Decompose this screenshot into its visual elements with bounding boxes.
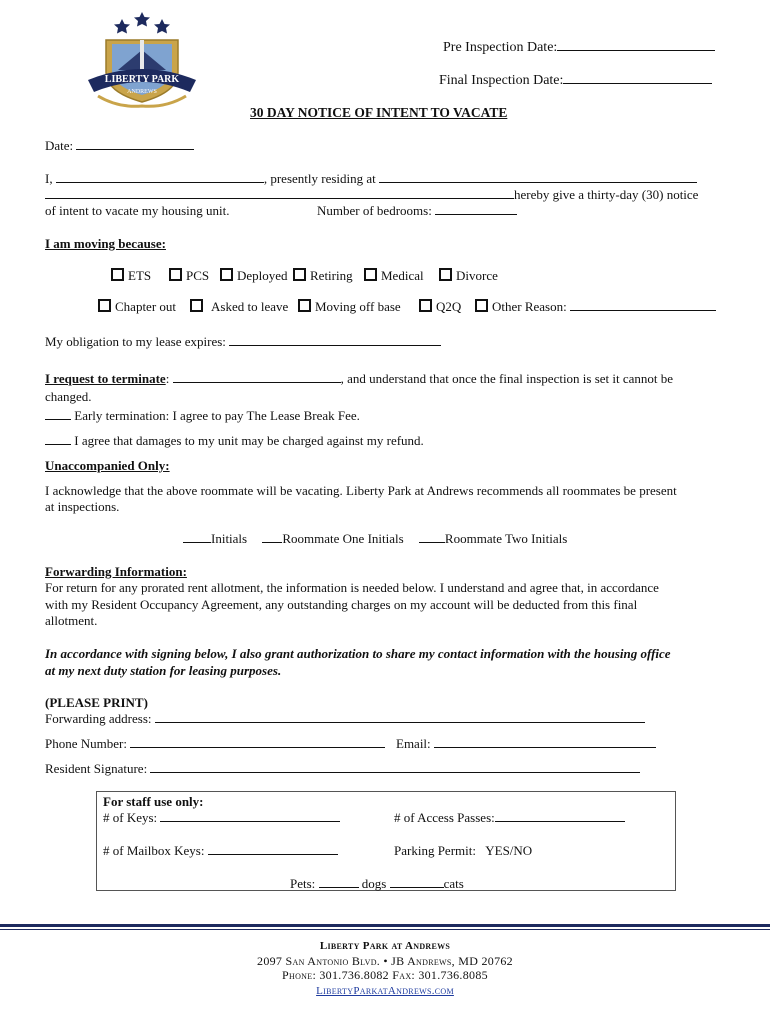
checkbox-divorce[interactable] [439, 268, 452, 281]
date-line[interactable] [76, 138, 194, 150]
early-termination-text: Early termination: I agree to pay The Lease Break Fee. [74, 408, 360, 423]
footer-phone-fax: Phone: 301.736.8082 Fax: 301.736.8085 [282, 968, 488, 982]
parking-permit-value[interactable]: YES/NO [485, 843, 533, 858]
reason-asked-to-leave[interactable] [190, 299, 288, 315]
checkbox-medical[interactable] [364, 268, 377, 281]
terminate-colon: : [165, 371, 170, 386]
checkbox-retiring[interactable] [293, 268, 306, 281]
checkbox-deployed[interactable] [220, 268, 233, 281]
reason-deployed[interactable] [220, 268, 288, 284]
authorization-line2: at my next duty station for leasing purposes. [45, 663, 282, 678]
parking-permit-label: Parking Permit: [394, 843, 476, 858]
reason-divorce[interactable] [439, 268, 498, 284]
access-passes-label: # of Access Passes: [394, 810, 495, 825]
final-inspection-field [439, 72, 712, 89]
reason-q2q[interactable] [419, 299, 461, 315]
dogs-count-line[interactable] [319, 876, 359, 888]
liberty-park-logo [78, 10, 206, 110]
moving-because-heading: I am moving because: [45, 236, 166, 251]
damages-text: I agree that damages to my unit may be charged against my refund. [74, 433, 424, 448]
initials-row [183, 531, 567, 547]
forwarding-line3: allotment. [45, 613, 98, 628]
date-label: Date: [45, 138, 74, 153]
dogs-label: dogs [361, 876, 387, 891]
phone-line[interactable] [130, 736, 385, 748]
lease-expires-label: My obligation to my lease expires: [45, 334, 226, 349]
keys-label: # of Keys: [103, 810, 158, 825]
email-label: Email: [396, 736, 431, 751]
parking-permit-field [394, 843, 532, 859]
mailbox-keys-line[interactable] [208, 843, 338, 855]
terminate-date-line[interactable] [173, 371, 341, 383]
forwarding-address-field [45, 711, 645, 727]
reason-chapter-out-label: Chapter out [115, 299, 177, 314]
reason-retiring[interactable] [293, 268, 353, 284]
please-print-label: (PLEASE PRINT) [45, 695, 148, 710]
checkbox-ets[interactable] [111, 268, 124, 281]
presently-residing-label: , presently residing at [263, 171, 376, 186]
footer-divider-thin [0, 929, 770, 930]
reason-moving-off-base-label: Moving off base [315, 299, 401, 314]
signature-field [45, 761, 640, 777]
initials-label: Initials [211, 531, 248, 546]
damages-row [45, 433, 424, 449]
residence-line-2[interactable] [45, 187, 514, 199]
signature-line[interactable] [150, 761, 640, 773]
email-field [396, 736, 656, 752]
roommate-one-initials-line[interactable] [262, 531, 282, 543]
terminate-heading: I request to terminate [45, 371, 166, 386]
mailbox-keys-label: # of Mailbox Keys: [103, 843, 205, 858]
reason-ets-label: ETS [128, 268, 152, 283]
keys-line[interactable] [160, 810, 340, 822]
email-line[interactable] [434, 736, 656, 748]
pre-inspection-field [443, 39, 715, 56]
reason-other[interactable] [475, 299, 716, 315]
access-passes-field [394, 810, 625, 826]
checkbox-other[interactable] [475, 299, 488, 312]
logo-text-bottom: ANDREWS [127, 89, 157, 95]
footer-divider-thick [0, 924, 770, 927]
reason-medical[interactable] [364, 268, 424, 284]
footer-address: 2097 San Antonio Blvd. • JB Andrews, MD 20762 [257, 954, 513, 968]
unaccompanied-line1: I acknowledge that the above roommate will be vacating. Liberty Park at Andrews recommends all roommates be present [45, 483, 677, 498]
reason-other-label: Other Reason: [492, 299, 567, 314]
bedrooms-field [317, 203, 517, 219]
resident-name-row [45, 171, 697, 187]
residence-line[interactable] [379, 171, 697, 183]
phone-label: Phone Number: [45, 736, 127, 751]
reason-pcs-label: PCS [186, 268, 210, 283]
reason-asked-to-leave-label: Asked to leave [211, 299, 289, 314]
footer-website-wrap [0, 985, 770, 997]
reason-divorce-label: Divorce [456, 268, 498, 283]
reason-chapter-out[interactable] [98, 299, 176, 315]
residence-row-2 [45, 187, 698, 203]
checkbox-pcs[interactable] [169, 268, 182, 281]
roommate-two-label: Roommate Two Initials [444, 531, 568, 546]
roommate-two-initials-line[interactable] [419, 531, 445, 543]
hereby-text: hereby give a thirty-day (30) notice [514, 187, 699, 202]
checkbox-moving-off-base[interactable] [298, 299, 311, 312]
reason-retiring-label: Retiring [310, 268, 353, 283]
date-field [45, 138, 194, 154]
roommate-one-label: Roommate One Initials [282, 531, 404, 546]
checkbox-chapter-out[interactable] [98, 299, 111, 312]
footer-website-link[interactable]: LibertyParkatAndrews.com [316, 985, 454, 997]
mailbox-keys-field [103, 843, 338, 859]
pre-inspection-label: Pre Inspection Date: [443, 40, 558, 55]
reason-q2q-label: Q2Q [436, 299, 462, 314]
keys-field [103, 810, 340, 826]
resident-name-line[interactable] [56, 171, 264, 183]
terminate-text: , and understand that once the final inspection is set it cannot be [340, 371, 674, 386]
forwarding-line1: For return for any prorated rent allotment, the information is needed below. I understand and agree that, in accordance [45, 580, 659, 595]
lease-expires-field [45, 334, 441, 350]
i-label: I, [45, 171, 53, 186]
damages-initial-line[interactable] [45, 433, 71, 445]
unaccompanied-heading: Unaccompanied Only: [45, 458, 170, 473]
cats-label: cats [443, 876, 464, 891]
reason-deployed-label: Deployed [237, 268, 288, 283]
signature-label: Resident Signature: [45, 761, 148, 776]
reason-moving-off-base[interactable] [298, 299, 401, 315]
terminate-row [45, 371, 673, 387]
final-inspection-line[interactable] [563, 72, 712, 84]
logo-text-top: LIBERTY PARK [104, 74, 180, 85]
cats-count-line[interactable] [390, 876, 444, 888]
authorization-line1: In accordance with signing below, I also grant authorization to share my contact information with the housing office [45, 646, 671, 661]
access-passes-line[interactable] [495, 810, 625, 822]
early-termination-row [45, 408, 360, 424]
reason-pcs[interactable] [169, 268, 209, 284]
pre-inspection-line[interactable] [557, 39, 715, 51]
pets-field [290, 876, 464, 892]
bedrooms-label: Number of bedrooms: [317, 203, 432, 218]
unaccompanied-line2: at inspections. [45, 499, 120, 514]
reason-ets[interactable] [111, 268, 151, 284]
of-intent-text: of intent to vacate my housing unit. [45, 203, 230, 218]
page-title: 30 DAY NOTICE OF INTENT TO VACATE [250, 105, 508, 120]
terminate-text-cont: changed. [45, 389, 92, 404]
checkbox-q2q[interactable] [419, 299, 432, 312]
staff-heading: For staff use only: [103, 794, 204, 809]
pets-label: Pets: [290, 876, 316, 891]
forwarding-address-line[interactable] [155, 711, 645, 723]
footer-company: Liberty Park at Andrews [319, 940, 451, 952]
forwarding-line2: with my Resident Occupancy Agreement, any outstanding charges on my account will be deducted from this final [45, 597, 638, 612]
reason-medical-label: Medical [381, 268, 424, 283]
final-inspection-label: Final Inspection Date: [439, 73, 564, 88]
bedrooms-line[interactable] [435, 203, 517, 215]
checkbox-asked-to-leave[interactable] [190, 299, 203, 312]
early-termination-initial-line[interactable] [45, 408, 71, 420]
other-reason-line[interactable] [570, 299, 716, 311]
initials-line[interactable] [183, 531, 211, 543]
lease-expires-line[interactable] [229, 334, 441, 346]
forwarding-address-label: Forwarding address: [45, 711, 152, 726]
forwarding-heading: Forwarding Information: [45, 564, 187, 579]
phone-field [45, 736, 385, 752]
